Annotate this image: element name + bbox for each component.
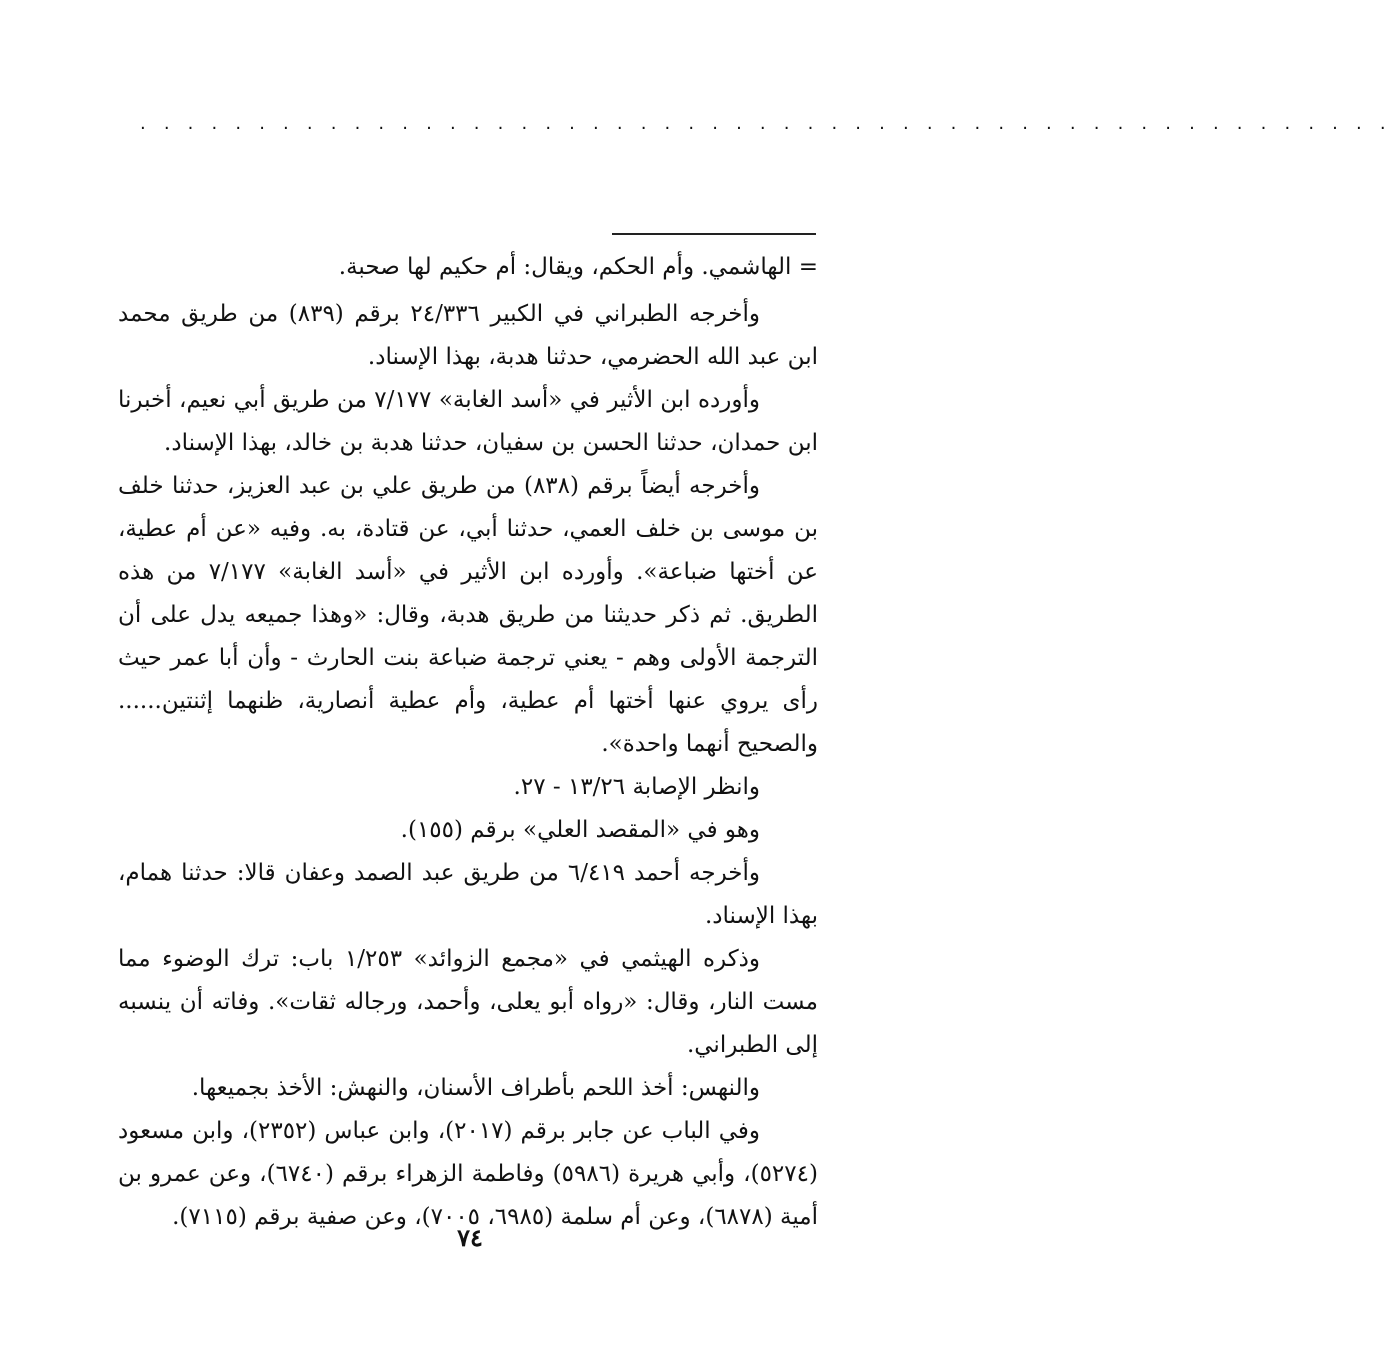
page-number: ٧٤ [457, 1223, 483, 1252]
separator-dots: . . . . . . . . . . . . . . . . . . . . . . . . . . . . . . . . . . . . . . . . . . . . . . . . . . . . . [140, 113, 1392, 134]
footnote-paragraph: والنهس: أخذ اللحم بأطراف الأسنان، والنهش: الأخذ بجميعها. [191, 1075, 760, 1101]
footnote-separator-rule [612, 233, 816, 235]
footnote-paragraph: وأخرجه أحمد ٦/٤١٩ من طريق عبد الصمد وعفان قالا: حدثنا همام، بهذا الإسناد. [118, 860, 818, 929]
footnote-paragraph: وأورده ابن الأثير في «أسد الغابة» ٧/١٧٧ من طريق أبي نعيم، أخبرنا ابن حمدان، حدثنا الحسن بن سفيان، حدثنا هدبة بن خالد، بهذا الإسناد. [118, 387, 818, 456]
footnote-paragraph: وهو في «المقصد العلي» برقم (١٥٥). [400, 817, 760, 843]
footnote-paragraph: وفي الباب عن جابر برقم (٢٠١٧)، وابن عباس (٢٣٥٢)، وابن مسعود (٥٢٧٤)، وأبي هريرة (٥٩٨٦) وفاطمة الزهراء برقم (٦٧٤٠)، وعن عمرو بن أمية (٦٨٧٨)، وعن أم سلمة (٦٩٨٥، ٧٠٠٥)، وعن صفية برقم (٧١١٥). [118, 1118, 818, 1230]
footnote-paragraph: وأخرجه أيضاً برقم (٨٣٨) من طريق علي بن عبد العزيز، حدثنا خلف بن موسى بن خلف العمي، حدثنا أبي، عن قتادة، به. وفيه «عن أم عطية، عن أختها ضباعة». وأورده ابن الأثير في «أسد الغابة» ٧/١٧٧ من هذه الطريق. ثم ذكر حديثنا من طريق هدبة، وقال: «وهذا جميعه يدل على أن الترجمة الأولى وهم - يعني ترجمة ضباعة بنت الحارث - وأن أبا عمر حيث رأى يروي عنها أختها أم عطية، وأم عطية أنصارية، ظنهما إثنتين...... والصحيح أنهما واحدة». [118, 473, 818, 757]
footnote-paragraph: وانظر الإصابة ١٣/٢٦ - ٢٧. [513, 774, 760, 800]
footnotes-section [118, 246, 818, 1239]
footnote-paragraph: وذكره الهيثمي في «مجمع الزوائد» ١/٢٥٣ باب: ترك الوضوء مما مست النار، وقال: «رواه أبو يعلى، وأحمد، ورجاله ثقات». وفاته أن ينسبه إلى الطبراني. [118, 946, 818, 1058]
footnote-continuation: = الهاشمي. وأم الحكم، ويقال: أم حكيم لها صحبة. [338, 254, 818, 280]
footnote-paragraph: وأخرجه الطبراني في الكبير ٢٤/٣٣٦ برقم (٨٣٩) من طريق محمد ابن عبد الله الحضرمي، حدثنا هدبة، بهذا الإسناد. [118, 301, 818, 370]
